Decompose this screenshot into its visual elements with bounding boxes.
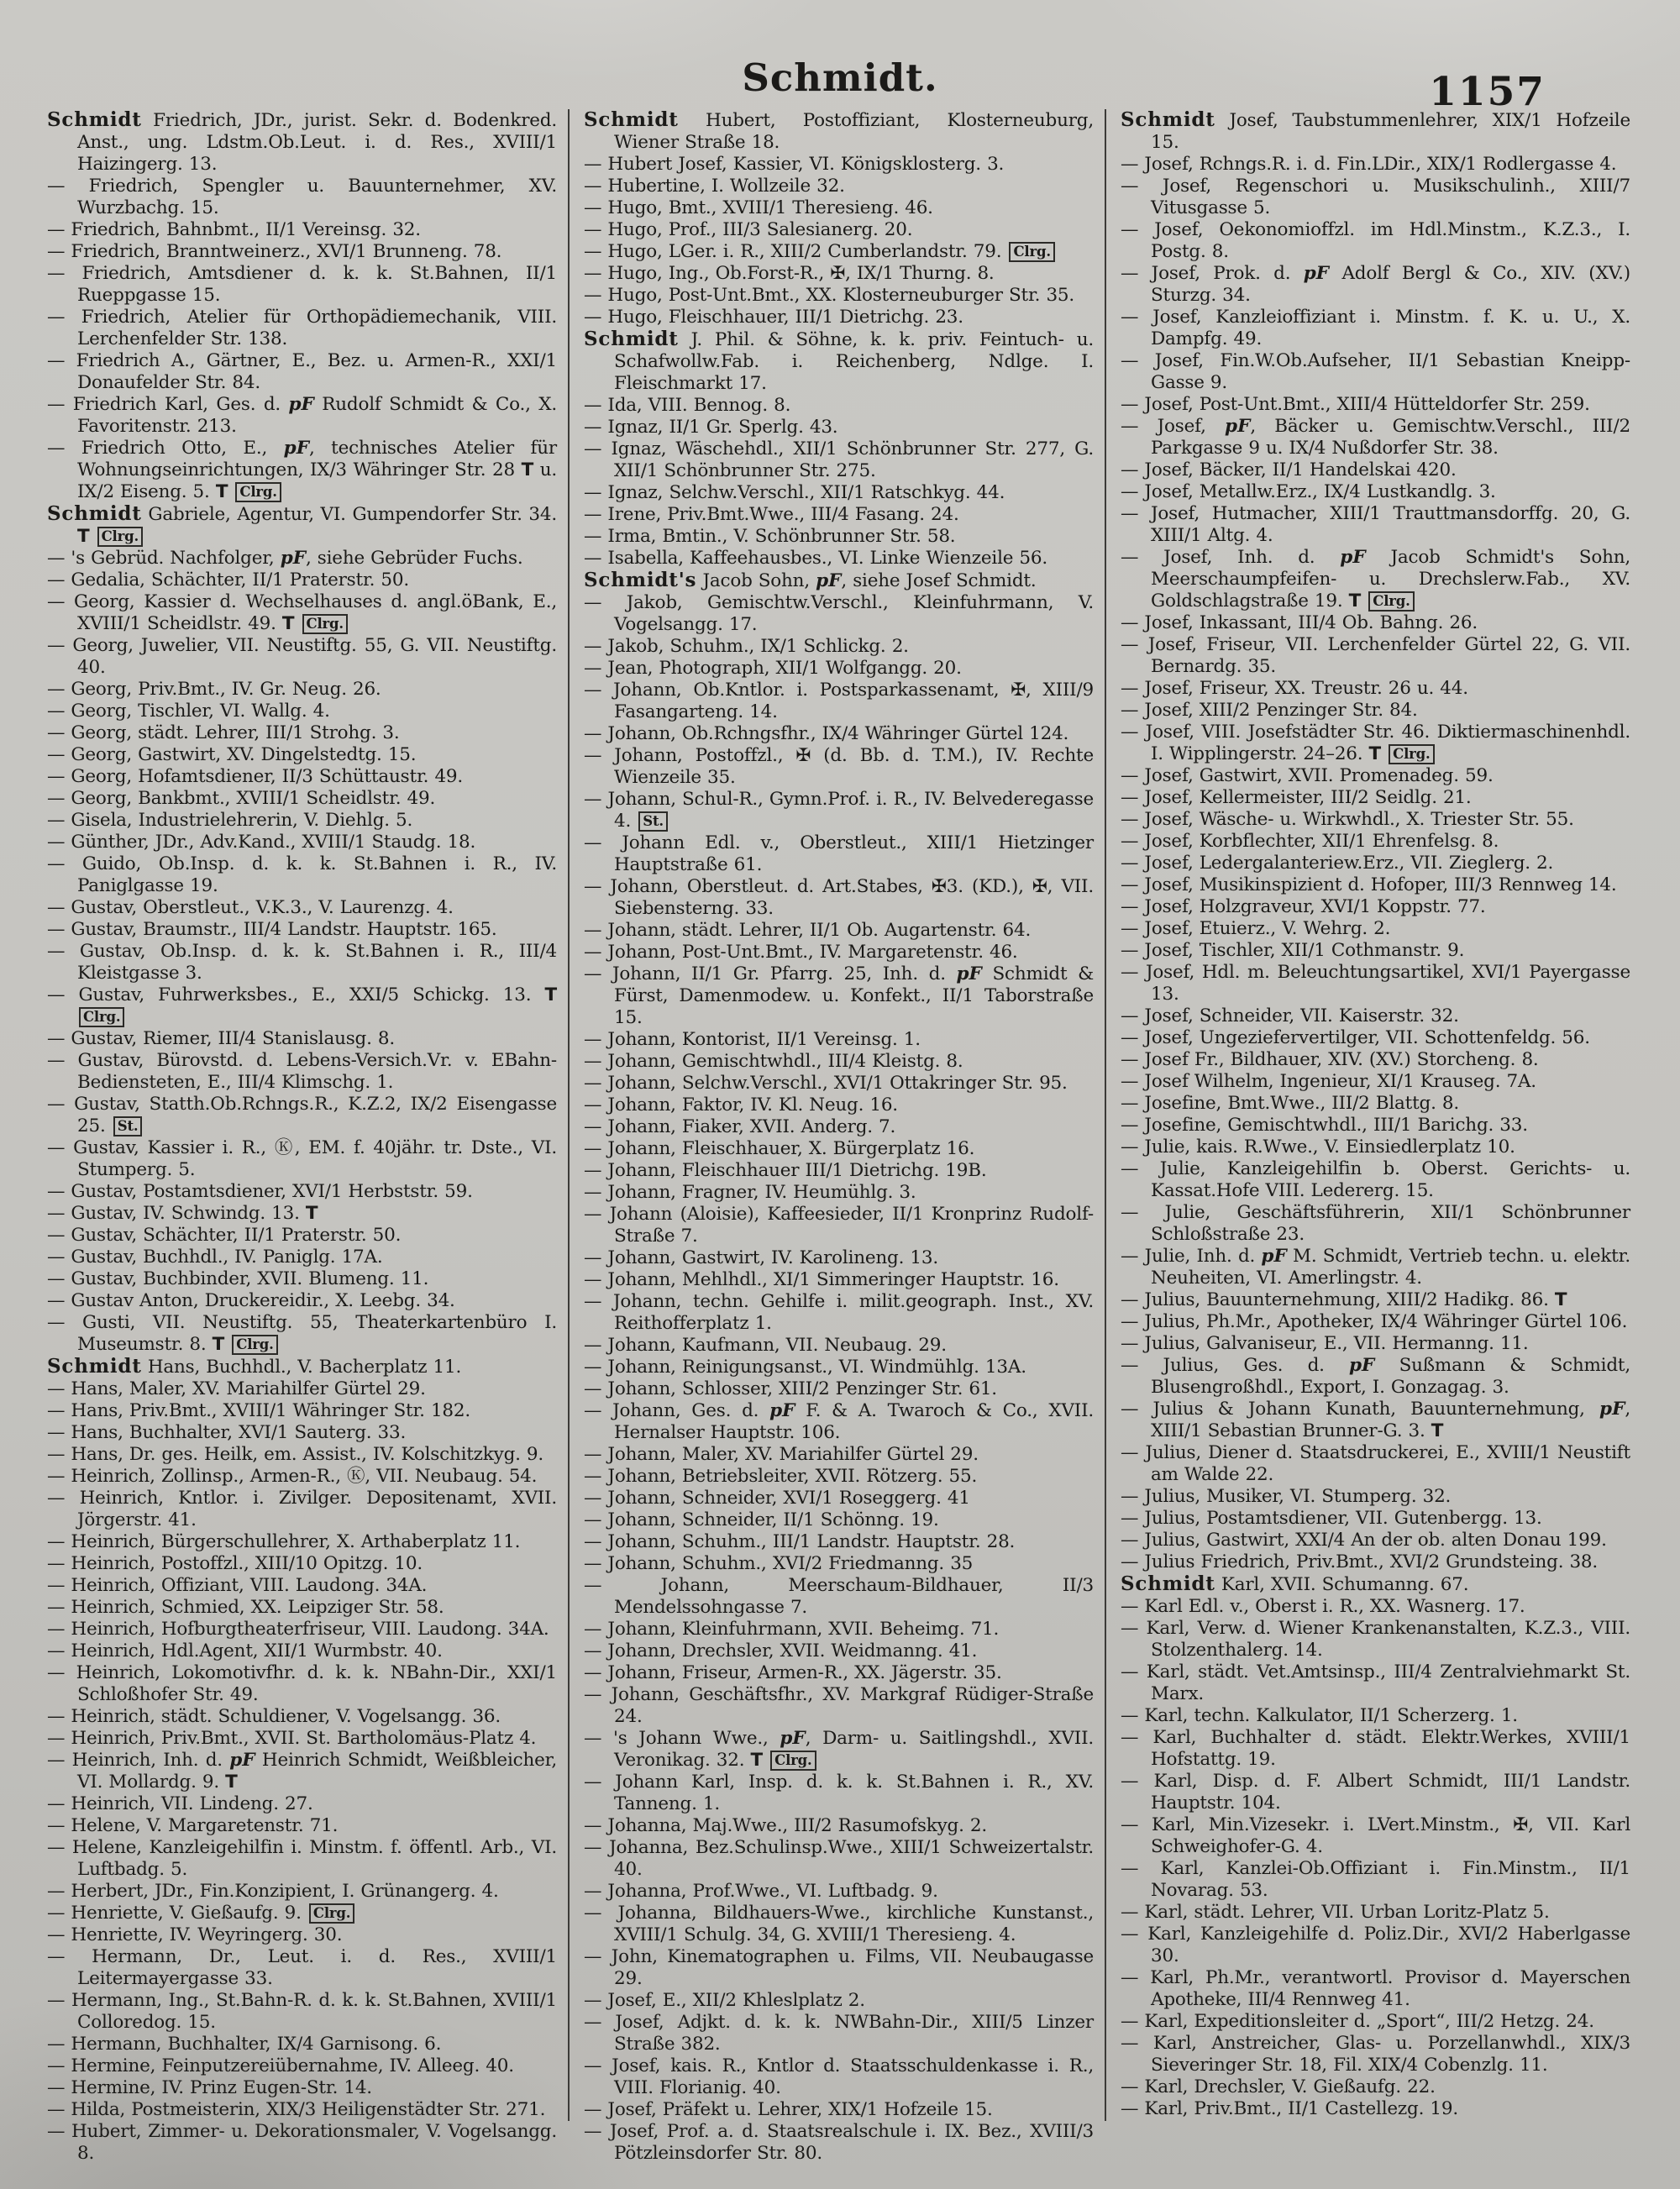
directory-entry: — Gustav, Braumstr., III/4 Landstr. Hauptstr. 165. <box>47 919 497 940</box>
telephone-icon: T <box>1431 1420 1444 1441</box>
directory-entry: — Jakob, Schuhm., IX/1 Schlickg. 2. <box>584 636 909 657</box>
telephone-icon: T <box>225 1772 238 1793</box>
firm-mark: pF <box>816 570 842 591</box>
directory-entry: — Johann, Postoffzl., ✠ (d. Bb. d. T.M.), IV. Rechte Wienzeile 35. <box>584 745 1094 788</box>
directory-entry: — Karl, Ph.Mr., verantwortl. Provisor d. Mayerschen Apotheke, III/4 Rennweg 41. <box>1121 1967 1630 2010</box>
directory-entry: — Josef, Hdl. m. Beleuchtungsartikel, XVI/1 Payergasse 13. <box>1121 962 1630 1005</box>
directory-entry: — Josef, Fin.W.Ob.Aufseher, II/1 Sebastian Kneipp-Gasse 9. <box>1121 350 1630 393</box>
directory-entry: — Heinrich, Schmied, XX. Leipziger Str. 58. <box>47 1597 444 1618</box>
directory-entry: — Johann, Post-Unt.Bmt., IV. Margaretenstr. 46. <box>584 942 1018 963</box>
directory-entry: — Josef, Metallw.Erz., IX/4 Lustkandlg. 3. <box>1121 481 1496 502</box>
directory-entry: — Karl, Anstreicher, Glas- u. Porzellanwhdl., XIX/3 Sieveringer Str. 18, Fil. XIX/4 Cobenzlg. 11. <box>1121 2033 1630 2076</box>
directory-entry: — Karl, Disp. d. F. Albert Schmidt, III/1 Landstr. Hauptstr. 104. <box>1121 1771 1630 1814</box>
directory-entry: — Johann, Fiaker, XVII. Anderg. 7. <box>584 1116 896 1137</box>
directory-entry: — Julius, Gastwirt, XXI/4 An der ob. alten Donau 199. <box>1121 1530 1607 1551</box>
directory-entry: — Karl, Kanzleigehilfe d. Poliz.Dir., XVI/2 Haberlgasse 30. <box>1121 1924 1630 1966</box>
directory-entry: — Johann, Schuhm., III/1 Landstr. Hauptstr. 28. <box>584 1531 1016 1552</box>
columns-container <box>47 108 1641 2164</box>
directory-entry: — Hans, Buchhalter, XVI/1 Sauterg. 33. <box>47 1422 407 1443</box>
firm-mark: pF <box>229 1750 255 1771</box>
directory-entry: — Josef, Wäsche- u. Wirkwhdl., X. Triester Str. 55. <box>1121 809 1574 830</box>
directory-entry: — Johann, Oberstleut. d. Art.Stabes, ✠3. (KD.), ✠, VII. Siebensterng. 33. <box>584 876 1094 919</box>
directory-entry: — Gustav, Schächter, II/1 Praterstr. 50. <box>47 1225 402 1246</box>
directory-entry: — Josef, Regenschori u. Musikschulinh., XIII/7 Vitusgasse 5. <box>1121 176 1630 218</box>
directory-entry: — Isabella, Kaffeehausbes., VI. Linke Wienzeile 56. <box>584 548 1048 569</box>
directory-entry: — Georg, Priv.Bmt., IV. Gr. Neug. 26. <box>47 679 381 700</box>
directory-entry: — Josef, Hutmacher, XIII/1 Trauttmansdorffg. 20, G. XIII/1 Altg. 4. <box>1121 503 1630 546</box>
surname-lead: Schmidt <box>584 108 679 131</box>
directory-entry: — Friedrich, Spengler u. Bauunternehmer, XV. Wurzbachg. 15. <box>47 176 557 218</box>
directory-entry: — Johann, Ges. d. pF F. & A. Twaroch & Co., XVII. Hernalser Hauptstr. 106. <box>584 1400 1095 1443</box>
directory-entry: — Johanna, Maj.Wwe., III/2 Rasumofskyg. 2. <box>584 1815 987 1836</box>
clearing-badge: Clrg. <box>232 1335 277 1355</box>
directory-entry: — Johann (Aloisie), Kaffeesieder, II/1 Kronprinz Rudolf-Straße 7. <box>584 1204 1094 1247</box>
directory-entry: — Johann, Betriebsleiter, XVII. Rötzerg. 55. <box>584 1466 978 1487</box>
directory-entry: — Hubertine, I. Wollzeile 32. <box>584 176 845 197</box>
directory-entry: — Johann, II/1 Gr. Pfarrg. 25, Inh. d. pF Schmidt & Fürst, Damenmodew. u. Konfekt., II/1 Taborstraße 15. <box>584 963 1095 1028</box>
directory-entry: — Henriette, V. Gießaufg. 9. Clrg. <box>47 1903 557 1924</box>
directory-entry: — Johann Karl, Insp. d. k. k. St.Bahnen i. R., XV. Tanneng. 1. <box>584 1772 1094 1814</box>
directory-entry: — Josef, Adjkt. d. k. k. NWBahn-Dir., XIII/5 Linzer Straße 382. <box>584 2012 1094 2055</box>
clearing-badge: Clrg. <box>770 1751 816 1771</box>
directory-entry: — Heinrich, Priv.Bmt., XVII. St. Bartholomäus-Platz 4. <box>47 1728 537 1749</box>
directory-entry: — Hermann, Dr., Leut. i. d. Res., XVIII/1 Leitermayergasse 33. <box>47 1946 557 1989</box>
directory-entry: Schmidt J. Phil. & Söhne, k. k. priv. Feintuch- u. Schafwollw.Fab. i. Reichenberg, Ndlge. I. Fleischmarkt 17. <box>584 328 1094 394</box>
directory-entry: — Ignaz, II/1 Gr. Sperlg. 43. <box>584 417 838 438</box>
directory-entry: — Johann, Gastwirt, IV. Karolineng. 13. <box>584 1247 938 1268</box>
directory-entry: — Gustav Anton, Druckereidir., X. Leebg. 34. <box>47 1290 455 1311</box>
directory-entry: — Johann, Selchw.Verschl., XVI/1 Ottakringer Str. 95. <box>584 1073 1068 1094</box>
telephone-icon: T <box>544 984 557 1005</box>
clearing-badge: Clrg. <box>1009 242 1054 262</box>
directory-entry: — Johann, Fleischhauer III/1 Dietrichg. 19B. <box>584 1160 987 1181</box>
directory-entry: — Josefine, Gemischtwhdl., III/1 Barichg. 33. <box>1121 1115 1528 1136</box>
directory-entry: — Heinrich, Lokomotivfhr. d. k. k. NBahn-Dir., XXI/1 Schloßhofer Str. 49. <box>47 1662 557 1705</box>
directory-entry: — Josef, Holzgraveur, XVI/1 Koppstr. 77. <box>1121 896 1486 917</box>
directory-entry: — Heinrich, Postoffzl., XIII/10 Opitzg. 10. <box>47 1553 423 1574</box>
directory-entry: — Hubert Josef, Kassier, VI. Königsklosterg. 3. <box>584 154 1005 175</box>
page-number: 1157 <box>1429 69 1546 115</box>
directory-entry: — Karl, Kanzlei-Ob.Offiziant i. Fin.Minstm., II/1 Novarag. 53. <box>1121 1858 1630 1901</box>
directory-entry: — Josef, Post-Unt.Bmt., XIII/4 Hütteldorfer Str. 259. <box>1121 394 1590 415</box>
directory-entry: — 's Johann Wwe., pF, Darm- u. Saitlingshdl., XVII. Veronikag. 32. T Clrg. <box>584 1728 1094 1771</box>
directory-entry: — Julius, Diener d. Staatsdruckerei, E., XVIII/1 Neustift am Walde 22. <box>1121 1442 1630 1485</box>
directory-entry: — Johann, Maler, XV. Mariahilfer Gürtel 29. <box>584 1444 979 1465</box>
page-header <box>0 55 1680 115</box>
directory-entry: — Hermine, IV. Prinz Eugen-Str. 14. <box>47 2077 372 2098</box>
directory-entry: — Josef, Ungeziefervertilger, VII. Schottenfeldg. 56. <box>1121 1027 1590 1048</box>
directory-entry: — Ignaz, Wäschehdl., XII/1 Schönbrunner Str. 277, G. XII/1 Schönbrunner Str. 275. <box>584 438 1094 481</box>
directory-entry: — Karl, Expeditionsleiter d. „Sport“, III/2 Hetzg. 24. <box>1121 2011 1594 2032</box>
directory-entry: — Irene, Priv.Bmt.Wwe., III/4 Fasang. 24. <box>584 504 959 525</box>
directory-entry: — Günther, JDr., Adv.Kand., XVIII/1 Staudg. 18. <box>47 832 476 853</box>
directory-entry: — Karl Edl. v., Oberst i. R., XX. Wasnerg. 17. <box>1121 1596 1525 1617</box>
directory-entry: — Georg, Gastwirt, XV. Dingelstedtg. 15. <box>47 744 417 765</box>
directory-entry: — Johann, Gemischtwhdl., III/4 Kleistg. 8. <box>584 1051 963 1072</box>
directory-entry: — Johann, Fleischhauer, X. Bürgerplatz 16. <box>584 1138 975 1159</box>
directory-entry: — Karl, Priv.Bmt., II/1 Castellezg. 19. <box>1121 2098 1458 2119</box>
directory-entry: — Hans, Maler, XV. Mariahilfer Gürtel 29. <box>47 1378 426 1399</box>
surname-lead: Schmidt <box>47 108 142 131</box>
telephone-icon: T <box>77 526 90 547</box>
directory-entry: — Josef, Bäcker, II/1 Handelskai 420. <box>1121 459 1457 480</box>
directory-entry: — Julius, Ph.Mr., Apotheker, IX/4 Währinger Gürtel 106. <box>1121 1311 1628 1332</box>
directory-entry: — Friedrich, Branntweinerz., XVI/1 Brunneng. 78. <box>47 241 502 262</box>
directory-entry: — Josef, Korbflechter, XII/1 Ehrenfelsg. 8. <box>1121 831 1499 852</box>
directory-entry: — Gedalia, Schächter, II/1 Praterstr. 50. <box>47 570 410 591</box>
directory-entry: — Johann, Ob.Kntlor. i. Postsparkassenamt, ✠, XIII/9 Fasangarteng. 14. <box>584 680 1094 722</box>
clearing-badge: Clrg. <box>79 1007 124 1027</box>
directory-entry: — Gustav, Postamtsdiener, XVI/1 Herbststr. 59. <box>47 1181 473 1202</box>
directory-entry: — Friedrich, Amtsdiener d. k. k. St.Bahnen, II/1 Rueppgasse 15. <box>47 263 557 306</box>
directory-entry: — Gustav, Riemer, III/4 Stanislausg. 8. <box>47 1028 395 1049</box>
directory-entry: — Julius & Johann Kunath, Bauunternehmung, pF, XIII/1 Sebastian Brunner-G. 3. T <box>1121 1399 1630 1441</box>
directory-entry: — Johann, städt. Lehrer, II/1 Ob. Augartenstr. 64. <box>584 920 1032 941</box>
directory-entry: — Georg, Tischler, VI. Wallg. 4. <box>47 701 330 722</box>
directory-entry: — Julie, Inh. d. pF M. Schmidt, Vertrieb techn. u. elektr. Neuheiten, VI. Amerlingstr. 4. <box>1121 1246 1630 1289</box>
directory-entry: — Johann, Schneider, II/1 Schönng. 19. <box>584 1509 939 1530</box>
directory-entry: — Johanna, Prof.Wwe., VI. Luftbadg. 9. <box>584 1881 938 1902</box>
directory-entry: — Ida, VIII. Bennog. 8. <box>584 395 791 416</box>
directory-entry: — Josef, Tischler, XII/1 Cothmanstr. 9. <box>1121 940 1465 961</box>
directory-entry: — Julie, kais. R.Wwe., V. Einsiedlerplatz 10. <box>1121 1136 1515 1157</box>
directory-entry: — Hermann, Ing., St.Bahn-R. d. k. k. St.Bahnen, XVIII/1 Colloredog. 15. <box>47 1990 557 2033</box>
surname-lead: Schmidt <box>1121 108 1215 131</box>
directory-entry: — Johann, Kontorist, II/1 Vereinsg. 1. <box>584 1029 921 1050</box>
directory-entry: — Johann, Schneider, XVI/1 Roseggerg. 41 <box>584 1488 970 1509</box>
directory-entry: — Hugo, LGer. i. R., XIII/2 Cumberlandstr. 79. Clrg. <box>584 241 1094 263</box>
directory-entry: — Friedrich Karl, Ges. d. pF Rudolf Schmidt & Co., X. Favoritenstr. 213. <box>47 394 557 437</box>
telephone-icon: T <box>305 1203 318 1224</box>
directory-entry: — Josef, kais. R., Kntlor d. Staatsschuldenkasse i. R., VIII. Florianig. 40. <box>584 2055 1094 2098</box>
directory-entry: — Hugo, Prof., III/3 Salesianerg. 20. <box>584 219 913 240</box>
firm-mark: pF <box>769 1400 795 1421</box>
directory-entry: — Hermine, Feinputzereiübernahme, IV. Alleeg. 40. <box>47 2055 514 2076</box>
directory-entry: — Georg, Juwelier, VII. Neustiftg. 55, G. VII. Neustiftg. 40. <box>47 635 557 678</box>
directory-entry: — John, Kinematographen u. Films, VII. Neubaugasse 29. <box>584 1946 1094 1989</box>
directory-entry: — Guido, Ob.Insp. d. k. k. St.Bahnen i. R., IV. Paniglgasse 19. <box>47 853 557 896</box>
directory-entry: — Julie, Geschäftsführerin, XII/1 Schönbrunner Schloßstraße 23. <box>1121 1202 1630 1245</box>
directory-entry: — Johann, Schlosser, XIII/2 Penzinger Str. 61. <box>584 1378 997 1399</box>
directory-entry: — Helene, V. Margaretenstr. 71. <box>47 1815 339 1836</box>
directory-entry: — Josef, Musikinspizient d. Hofoper, III/3 Rennweg 14. <box>1121 874 1617 895</box>
directory-column-1 <box>47 108 570 2164</box>
surname-lead: Schmidt <box>1121 1572 1215 1595</box>
directory-entry: — Georg, Hofamtsdiener, II/3 Schüttaustr. 49. <box>47 766 464 787</box>
directory-entry: — Julius Friedrich, Priv.Bmt., XVI/2 Grundsteing. 38. <box>1121 1551 1599 1572</box>
directory-entry: — Josef Wilhelm, Ingenieur, XI/1 Krauseg. 7A. <box>1121 1071 1536 1092</box>
directory-entry: — Hugo, Bmt., XVIII/1 Theresieng. 46. <box>584 197 933 218</box>
directory-entry: Schmidt Hans, Buchhdl., V. Bacherplatz 11. <box>47 1355 462 1378</box>
directory-entry: — Irma, Bmtin., V. Schönbrunner Str. 58. <box>584 526 956 547</box>
directory-column-2 <box>570 108 1106 2164</box>
directory-entry: — Josef, XIII/2 Penzinger Str. 84. <box>1121 700 1418 721</box>
directory-entry: — Heinrich, Bürgerschullehrer, X. Arthaberplatz 11. <box>47 1531 521 1552</box>
directory-entry: — Heinrich, Offiziant, VIII. Laudong. 34A. <box>47 1575 428 1596</box>
directory-entry: — Friedrich Otto, E., pF, technisches Atelier für Wohnungseinrichtungen, IX/3 Währinger Str. 28 T u. IX/2 Eiseng. 5. T Clrg. <box>47 438 557 502</box>
stamm-badge: St. <box>638 811 668 832</box>
directory-entry: — Gustav, Ob.Insp. d. k. k. St.Bahnen i. R., III/4 Kleistgasse 3. <box>47 941 557 984</box>
directory-entry: — Johann, Geschäftsfhr., XV. Markgraf Rüdiger-Straße 24. <box>584 1684 1094 1727</box>
firm-mark: pF <box>1225 416 1251 437</box>
directory-entry: — Hugo, Post-Unt.Bmt., XX. Klosterneuburger Str. 35. <box>584 285 1075 306</box>
clearing-badge: Clrg. <box>1368 591 1414 612</box>
running-title: Schmidt. <box>742 55 938 100</box>
firm-mark: pF <box>288 394 314 415</box>
directory-entry: — Henriette, IV. Weyringerg. 30. <box>47 1924 343 1945</box>
directory-entry: — Josef, Ledergalanteriew.Erz., VII. Zieglerg. 2. <box>1121 853 1554 874</box>
directory-entry: — Heinrich, Zollinsp., Armen-R., Ⓚ, VII. Neubaug. 54. <box>47 1466 538 1487</box>
directory-entry: — Josef, Friseur, XX. Treustr. 26 u. 44. <box>1121 678 1468 699</box>
directory-entry: — Josef, pF, Bäcker u. Gemischtw.Verschl., III/2 Parkgasse 9 u. IX/4 Nußdorfer Str. 38. <box>1121 416 1630 459</box>
directory-entry: — Helene, Kanzleigehilfin i. Minstm. f. öffentl. Arb., VI. Luftbadg. 5. <box>47 1837 557 1880</box>
clearing-badge: Clrg. <box>235 482 281 502</box>
directory-entry: — Josef, Prof. a. d. Staatsrealschule i. IX. Bez., XVIII/3 Pötzleinsdorfer Str. 80. <box>584 2121 1094 2164</box>
directory-entry: — Josef, E., XII/2 Khleslplatz 2. <box>584 1990 865 2011</box>
directory-entry: Schmidt's Jacob Sohn, pF, siehe Josef Schmidt. <box>584 569 1037 591</box>
directory-entry: — Johann, Reinigungsanst., VI. Windmühlg. 13A. <box>584 1357 1026 1378</box>
directory-entry: — Julius, Postamtsdiener, VII. Gutenbergg. 13. <box>1121 1508 1542 1529</box>
directory-entry: — Ignaz, Selchw.Verschl., XII/1 Ratschkyg. 44. <box>584 482 1005 503</box>
directory-entry: — Georg, Bankbmt., XVIII/1 Scheidlstr. 49. <box>47 788 436 809</box>
directory-entry: — Heinrich, städt. Schuldiener, V. Vogelsangg. 36. <box>47 1706 501 1727</box>
directory-entry: — Karl, Buchhalter d. städt. Elektr.Werkes, XVIII/1 Hofstattg. 19. <box>1121 1727 1630 1770</box>
directory-entry: — Karl, städt. Vet.Amtsinsp., III/4 Zentralviehmarkt St. Marx. <box>1121 1661 1630 1704</box>
directory-entry: — Josef, Kanzleioffiziant i. Minstm. f. K. u. U., X. Dampfg. 49. <box>1121 307 1630 349</box>
telephone-icon: T <box>521 459 534 480</box>
firm-mark: pF <box>780 1728 806 1749</box>
directory-entry: — Hermann, Buchhalter, IX/4 Garnisong. 6. <box>47 2034 442 2055</box>
directory-entry: — Johann, Schuhm., XVI/2 Friedmanng. 35 <box>584 1553 974 1574</box>
directory-entry: — Josef, Gastwirt, XVII. Promenadeg. 59. <box>1121 765 1494 786</box>
directory-entry: — Gusti, VII. Neustiftg. 55, Theaterkartenbüro I. Museumstr. 8. T Clrg. <box>47 1312 557 1355</box>
directory-entry: — Johann, Meerschaum-Bildhauer, II/3 Mendelssohngasse 7. <box>584 1575 1094 1618</box>
directory-entry: — Josefine, Bmt.Wwe., III/2 Blattg. 8. <box>1121 1093 1459 1114</box>
directory-entry: — Johann, Fragner, IV. Heumühlg. 3. <box>584 1182 916 1203</box>
directory-entry: — Julius, Ges. d. pF Sußmann & Schmidt, Blusengroßhdl., Export, I. Gonzagag. 3. <box>1121 1355 1630 1398</box>
directory-entry: — Jean, Photograph, XII/1 Wolfgangg. 20. <box>584 658 962 679</box>
firm-mark: pF <box>1340 547 1366 568</box>
directory-entry: Schmidt Karl, XVII. Schumanng. 67. <box>1121 1572 1469 1595</box>
directory-entry: — Georg, Kassier d. Wechselhauses d. angl.öBank, E., XVIII/1 Scheidlstr. 49. T Clrg. <box>47 591 557 634</box>
directory-entry: — Josef Fr., Bildhauer, XIV. (XV.) Storcheng. 8. <box>1121 1049 1539 1070</box>
telephone-icon: T <box>750 1750 763 1771</box>
directory-entry: — Gustav, Fuhrwerksbes., E., XXI/5 Schickg. 13. T Clrg. <box>47 984 557 1028</box>
directory-entry: — Johann, Kleinfuhrmann, XVII. Beheimg. 71. <box>584 1619 1000 1640</box>
directory-entry: — Julie, Kanzleigehilfin b. Oberst. Gerichts- u. Kassat.Hofe VIII. Ledererg. 15. <box>1121 1158 1630 1201</box>
directory-entry: Schmidt Josef, Taubstummenlehrer, XIX/1 Hofzeile 15. <box>1121 108 1630 153</box>
directory-entry: — Johann, Schul-R., Gymn.Prof. i. R., IV. Belvederegasse 4. St. <box>584 789 1094 832</box>
directory-entry: — Josef, Friseur, VII. Lerchenfelder Gürtel 22, G. VII. Bernardg. 35. <box>1121 634 1630 677</box>
firm-mark: pF <box>1349 1355 1375 1376</box>
directory-entry: — Gustav, Kassier i. R., Ⓚ, EM. f. 40jähr. tr. Dste., VI. Stumperg. 5. <box>47 1137 557 1180</box>
directory-entry: — Hubert, Zimmer- u. Dekorationsmaler, V. Vogelsangg. 8. <box>47 2121 557 2164</box>
firm-mark: pF <box>280 548 307 569</box>
firm-mark: pF <box>1261 1246 1287 1267</box>
directory-entry: — Julius, Musiker, VI. Stumperg. 32. <box>1121 1486 1452 1507</box>
directory-entry: — Heinrich, Hofburgtheaterfriseur, VIII. Laudong. 34A. <box>47 1619 549 1640</box>
surname-lead: Schmidt's <box>584 569 697 591</box>
firm-mark: pF <box>1303 263 1330 284</box>
directory-entry: — 's Gebrüd. Nachfolger, pF, siehe Gebrüder Fuchs. <box>47 548 523 569</box>
directory-entry: — Josef, Etuierz., V. Wehrg. 2. <box>1121 918 1391 939</box>
directory-entry: — Josef, Prok. d. pF Adolf Bergl & Co., XIV. (XV.) Sturzg. 34. <box>1121 263 1630 306</box>
directory-entry: — Karl, städt. Lehrer, VII. Urban Loritz-Platz 5. <box>1121 1902 1550 1923</box>
directory-entry: — Hans, Priv.Bmt., XVIII/1 Währinger Str. 182. <box>47 1400 471 1421</box>
directory-entry: — Gustav, IV. Schwindg. 13. T <box>47 1203 318 1224</box>
directory-entry: — Josef, Kellermeister, III/2 Seidlg. 21. <box>1121 787 1472 808</box>
directory-entry: Schmidt Hubert, Postoffiziant, Klosterneuburg, Wiener Straße 18. <box>584 108 1094 153</box>
directory-entry: — Hugo, Ing., Ob.Forst-R., ✠, IX/1 Thurng. 8. <box>584 263 995 284</box>
directory-entry: — Johann Edl. v., Oberstleut., XIII/1 Hietzinger Hauptstraße 61. <box>584 832 1094 875</box>
directory-entry: Schmidt Gabriele, Agentur, VI. Gumpendorfer Str. 34. T Clrg. <box>47 502 557 547</box>
directory-entry: — Friedrich, Bahnbmt., II/1 Vereinsg. 32. <box>47 219 421 240</box>
firm-mark: pF <box>1599 1399 1625 1420</box>
directory-entry: — Hans, Dr. ges. Heilk, em. Assist., IV. Kolschitzkyg. 9. <box>47 1444 544 1465</box>
telephone-icon: T <box>215 481 228 502</box>
directory-entry: — Friedrich, Atelier für Orthopädiemechanik, VIII. Lerchenfelder Str. 138. <box>47 307 557 349</box>
directory-entry: — Julius, Bauunternehmung, XIII/2 Hadikg. 86. T <box>1121 1289 1567 1310</box>
directory-entry: — Josef, Inkassant, III/4 Ob. Bahng. 26. <box>1121 612 1478 633</box>
surname-lead: Schmidt <box>584 328 679 350</box>
directory-entry: — Karl, Drechsler, V. Gießaufg. 22. <box>1121 2076 1436 2097</box>
directory-entry: — Hugo, Fleischhauer, III/1 Dietrichg. 23. <box>584 307 963 328</box>
directory-entry: — Josef, Präfekt u. Lehrer, XIX/1 Hofzeile 15. <box>584 2099 993 2120</box>
directory-entry: — Karl, Min.Vizesekr. i. LVert.Minstm., ✠, VII. Karl Schweighofer-G. 4. <box>1121 1814 1630 1857</box>
directory-entry: — Heinrich, VII. Lindeng. 27. <box>47 1793 313 1814</box>
directory-entry: — Friedrich A., Gärtner, E., Bez. u. Armen-R., XXI/1 Donaufelder Str. 84. <box>47 350 557 393</box>
telephone-icon: T <box>212 1334 225 1355</box>
directory-entry: — Hilda, Postmeisterin, XIX/3 Heiligenstädter Str. 271. <box>47 2099 546 2120</box>
directory-entry: — Josef, Inh. d. pF Jacob Schmidt's Sohn, Meerschaumpfeifen- u. Drechslerw.Fab., XV. Goldschlagstraße 19. T Clrg. <box>1121 547 1630 612</box>
stamm-badge: St. <box>113 1116 143 1136</box>
directory-entry: — Jakob, Gemischtw.Verschl., Kleinfuhrmann, V. Vogelsangg. 17. <box>584 592 1094 635</box>
firm-mark: pF <box>956 963 982 984</box>
directory-entry: — Herbert, JDr., Fin.Konzipient, I. Grünangerg. 4. <box>47 1881 499 1902</box>
directory-entry: — Josef, Schneider, VII. Kaiserstr. 32. <box>1121 1005 1459 1026</box>
telephone-icon: T <box>1554 1289 1567 1310</box>
directory-entry: — Karl, Verw. d. Wiener Krankenanstalten, K.Z.3., VIII. Stolzenthalerg. 14. <box>1121 1618 1630 1661</box>
clearing-badge: Clrg. <box>309 1903 354 1924</box>
clearing-badge: Clrg. <box>97 527 143 547</box>
directory-entry: — Gustav, Oberstleut., V.K.3., V. Laurenzg. 4. <box>47 897 454 918</box>
directory-entry: — Heinrich, Inh. d. pF Heinrich Schmidt, Weißbleicher, VI. Mollardg. 9. T <box>47 1750 557 1793</box>
directory-entry: — Gustav, Statth.Ob.Rchngs.R., K.Z.2, IX/2 Eisengasse 25. St. <box>47 1094 557 1136</box>
directory-entry: — Johann, Drechsler, XVII. Weidmanng. 41. <box>584 1640 978 1661</box>
directory-entry: — Karl, techn. Kalkulator, II/1 Scherzerg. 1. <box>1121 1705 1518 1726</box>
directory-entry: — Johann, Kaufmann, VII. Neubaug. 29. <box>584 1335 947 1356</box>
directory-entry: — Josef, Oekonomioffzl. im Hdl.Minstm., K.Z.3., I. Postg. 8. <box>1121 219 1630 262</box>
surname-lead: Schmidt <box>47 1355 142 1378</box>
directory-entry: — Johann, Friseur, Armen-R., XX. Jägerstr. 35. <box>584 1662 1002 1683</box>
directory-entry: — Johanna, Bildhauers-Wwe., kirchliche Kunstanst., XVIII/1 Schulg. 34, G. XVIII/1 Theresieng. 4. <box>584 1903 1094 1945</box>
directory-entry: — Gustav, Buchbinder, XVII. Blumeng. 11. <box>47 1268 429 1289</box>
directory-entry: — Gustav, Buchhdl., IV. Paniglg. 17A. <box>47 1247 383 1268</box>
directory-entry: — Josef, Rchngs.R. i. d. Fin.LDir., XIX/1 Rodlergasse 4. <box>1121 154 1617 175</box>
directory-entry: — Johann, Ob.Rchngsfhr., IX/4 Währinger Gürtel 124. <box>584 723 1069 744</box>
directory-entry: Schmidt Friedrich, JDr., jurist. Sekr. d. Bodenkred. Anst., ung. Ldstm.Ob.Leut. i. d. Res., XVIII/1 Haizingerg. 13. <box>47 108 557 175</box>
directory-entry: — Johanna, Bez.Schulinsp.Wwe., XIII/1 Schweizertalstr. 40. <box>584 1837 1094 1880</box>
directory-entry: — Gisela, Industrielehrerin, V. Diehlg. 5. <box>47 810 413 831</box>
directory-entry: — Johann, Faktor, IV. Kl. Neug. 16. <box>584 1094 898 1115</box>
clearing-badge: Clrg. <box>302 614 348 634</box>
telephone-icon: T <box>281 613 295 634</box>
directory-entry: — Gustav, Bürovstd. d. Lebens-Versich.Vr. v. EBahn-Bediensteten, E., III/4 Klimschg. 1. <box>47 1050 557 1093</box>
directory-entry: — Julius, Galvaniseur, E., VII. Hermanng. 11. <box>1121 1333 1529 1354</box>
directory-entry: — Heinrich, Hdl.Agent, XII/1 Wurmbstr. 40. <box>47 1640 443 1661</box>
directory-entry: — Johann, techn. Gehilfe i. milit.geograph. Inst., XV. Reithofferplatz 1. <box>584 1291 1094 1334</box>
firm-mark: pF <box>283 438 309 459</box>
directory-entry: — Heinrich, Kntlor. i. Zivilger. Depositenamt, XVII. Jörgerstr. 41. <box>47 1488 557 1530</box>
surname-lead: Schmidt <box>47 502 142 525</box>
directory-column-3 <box>1106 109 1641 2121</box>
directory-entry: — Johann, Mehlhdl., XI/1 Simmeringer Hauptstr. 16. <box>584 1269 1059 1290</box>
telephone-icon: T <box>1368 743 1382 764</box>
telephone-icon: T <box>1348 591 1362 612</box>
directory-entry: — Josef, VIII. Josefstädter Str. 46. Diktiermaschinenhdl. I. Wipplingerstr. 24–26. T Clrg. <box>1121 722 1630 764</box>
clearing-badge: Clrg. <box>1389 744 1434 764</box>
directory-entry: — Georg, städt. Lehrer, III/1 Strohg. 3. <box>47 722 400 743</box>
